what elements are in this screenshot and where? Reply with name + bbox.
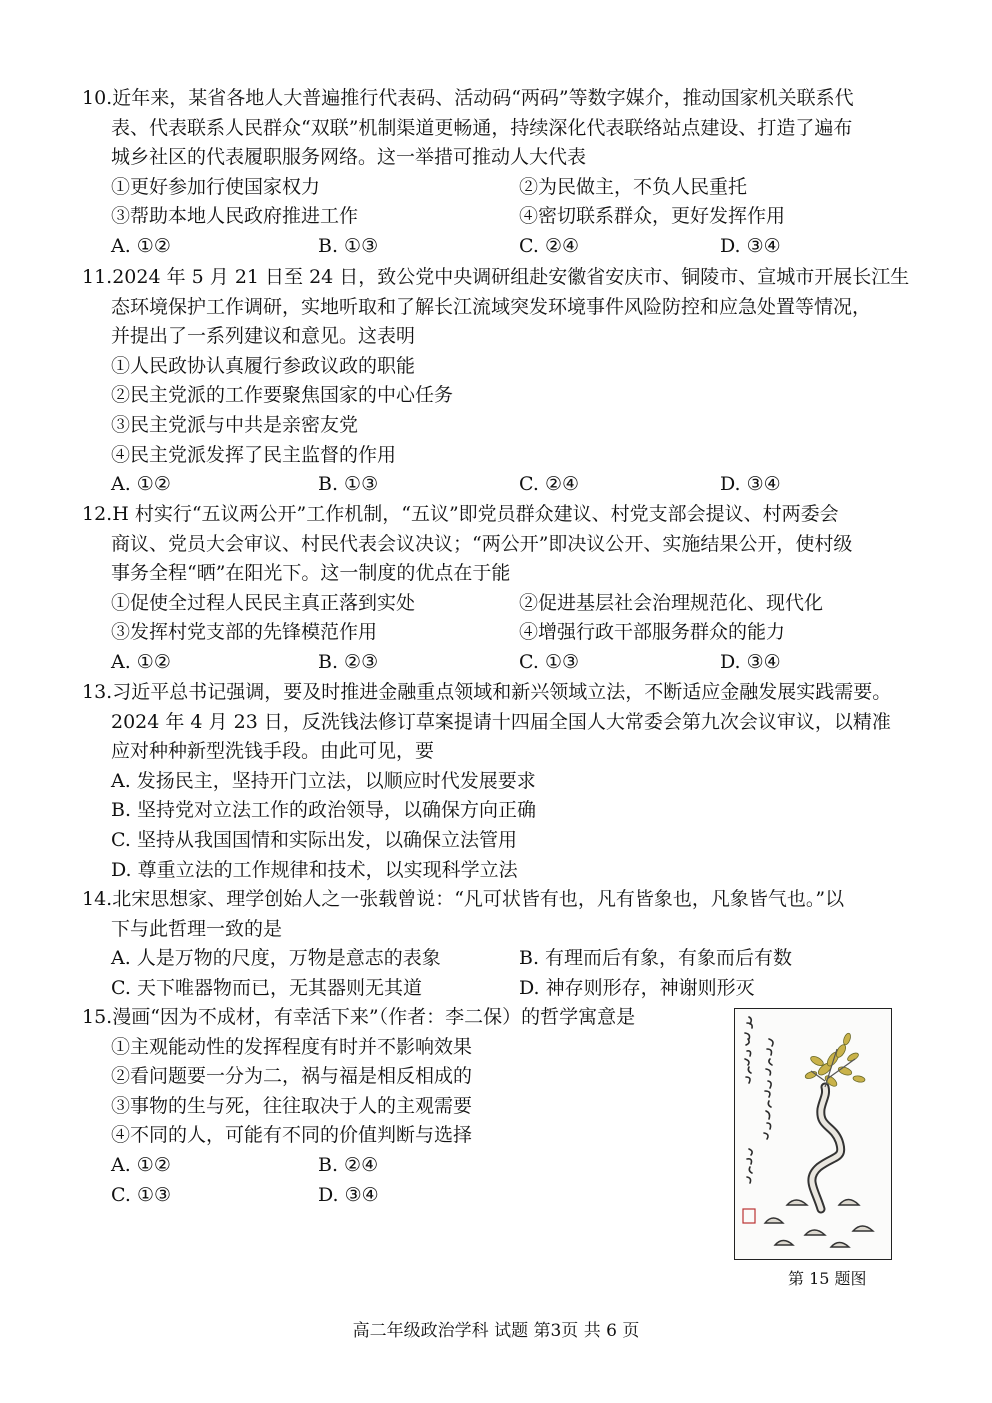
statement: ②促进基层社会治理规范化、现代化 bbox=[519, 591, 824, 614]
question-stem-line: 城乡社区的代表履职服务网络。这一举措可推动人大代表 bbox=[111, 146, 587, 169]
question-stem-line: 态环境保护工作调研，实地听取和了解长江流域突发环境事件风险防控和应急处置等情况， bbox=[111, 295, 872, 318]
choice-d[interactable]: D. ③④ bbox=[318, 1183, 379, 1206]
choice-a[interactable]: A. ①② bbox=[111, 234, 171, 257]
statement: ②为民做主，不负人民重托 bbox=[519, 175, 748, 198]
question-number: 10. bbox=[82, 87, 113, 109]
question-stem-line: 漫画“因为不成材，有幸活下来”（作者：李二保）的哲学寓意是 bbox=[112, 1006, 636, 1028]
question-stem-line: 下与此哲理一致的是 bbox=[111, 917, 283, 940]
question-stem-line: 表、代表联系人民群众“双联”机制渠道更畅通，持续深化代表联络站点建设、打造了遍布 bbox=[111, 116, 853, 139]
question-stem-line: 应对种种新型洗钱手段。由此可见，要 bbox=[111, 740, 435, 763]
question-number: 11. bbox=[82, 266, 113, 288]
question-stem-line: 近年来，某省各地人大普遍推行代表码、活动码“两码”等数字媒介，推动国家机关联系代 bbox=[112, 87, 854, 109]
choice-row bbox=[82, 944, 844, 974]
choice-b[interactable]: B. ①③ bbox=[318, 234, 379, 257]
tree-cartoon-illustration bbox=[735, 1009, 891, 1259]
statement-row bbox=[82, 173, 854, 203]
choice-b[interactable]: B. ②③ bbox=[318, 650, 379, 673]
choice-d[interactable]: D. 尊重立法的工作规律和技术，以实现科学立法 bbox=[111, 858, 518, 881]
question-stem-line: 商议、党员大会审议、村民代表会议决议；“两公开”即决议公开、实施结果公开，使村级 bbox=[111, 532, 853, 555]
question-stem-line: 北宋思想家、理学创始人之一张载曾说：“凡可状皆有也，凡有皆象也，凡象皆气也。”以 bbox=[112, 888, 845, 910]
handwritten-inscription bbox=[745, 1017, 773, 1183]
choice-c[interactable]: C. ②④ bbox=[519, 234, 580, 257]
statement-row bbox=[82, 618, 852, 648]
choice-a[interactable]: A. 发扬民主，坚持开门立法，以顺应时代发展要求 bbox=[111, 769, 536, 792]
choice-a[interactable]: A. ①② bbox=[111, 650, 171, 673]
seal-stamp bbox=[743, 1209, 755, 1223]
choice-d[interactable]: D. ③④ bbox=[720, 234, 781, 257]
question-number: 14. bbox=[82, 888, 113, 910]
page-footer: 高二年级政治学科 试题 第3页 共 6 页 bbox=[352, 1321, 640, 1341]
choice-a[interactable]: A. ①② bbox=[111, 1153, 171, 1176]
cartoon-figure bbox=[734, 1008, 892, 1260]
tree-foliage bbox=[804, 1032, 865, 1088]
statement: ④不同的人，可能有不同的价值判断与选择 bbox=[111, 1124, 473, 1147]
choice-a[interactable]: A. ①② bbox=[111, 473, 171, 496]
question-number: 15. bbox=[82, 1006, 113, 1028]
choice-c[interactable]: C. ①③ bbox=[111, 1183, 172, 1206]
statement: ③发挥村党支部的先锋模范作用 bbox=[111, 621, 378, 644]
statement-row bbox=[82, 202, 854, 232]
choice-row bbox=[82, 1151, 635, 1181]
statement: ③事物的生与死，往往取决于人的主观需要 bbox=[111, 1094, 473, 1117]
choice-row bbox=[82, 232, 854, 262]
question-12 bbox=[82, 500, 852, 678]
question-13 bbox=[82, 678, 891, 885]
statement-row bbox=[82, 589, 852, 619]
question-stem-line: 2024 年 5 月 21 日至 24 日，致公党中央调研组赴安徽省安庆市、铜陵市、宣城市开展长江生 bbox=[112, 266, 910, 288]
choice-b[interactable]: B. 有理而后有象，有象而后有数 bbox=[519, 947, 793, 970]
choice-b[interactable]: B. ①③ bbox=[318, 473, 379, 496]
choice-c[interactable]: C. ②④ bbox=[519, 473, 580, 496]
choice-c[interactable]: C. ①③ bbox=[519, 650, 580, 673]
choice-row bbox=[82, 974, 844, 1004]
choice-row bbox=[82, 648, 852, 678]
choice-c[interactable]: C. 坚持从我国国情和实际出发，以确保立法管用 bbox=[111, 828, 517, 851]
statement: ②民主党派的工作要聚焦国家的中心任务 bbox=[111, 384, 454, 407]
choice-row bbox=[82, 1181, 635, 1211]
question-stem-line: 并提出了一系列建议和意见。这表明 bbox=[111, 325, 416, 348]
question-stem-line: 2024 年 4 月 23 日，反洗钱法修订草案提请十四届全国人大常委会第九次会议审议，以精准 bbox=[111, 710, 891, 733]
statement: ④增强行政干部服务群众的能力 bbox=[519, 621, 786, 644]
statement: ①更好参加行使国家权力 bbox=[111, 175, 321, 198]
question-15 bbox=[82, 1003, 635, 1210]
choice-d[interactable]: D. 神存则形存，神谢则形灭 bbox=[519, 976, 755, 999]
choice-c[interactable]: C. 天下唯器物而已，无其器则无其道 bbox=[111, 976, 422, 999]
choice-a[interactable]: A. 人是万物的尺度，万物是意志的表象 bbox=[111, 947, 441, 970]
figure-caption: 第 15 题图 bbox=[788, 1269, 867, 1288]
question-number: 12. bbox=[82, 503, 113, 525]
question-stem-line: 事务全程“晒”在阳光下。这一制度的优点在于能 bbox=[111, 562, 511, 585]
choice-b[interactable]: B. ②④ bbox=[318, 1153, 379, 1176]
question-11 bbox=[82, 263, 909, 500]
statement: ②看问题要一分为二，祸与福是相反相成的 bbox=[111, 1065, 473, 1088]
choice-row bbox=[82, 470, 909, 500]
statement: ①促使全过程人民民主真正落到实处 bbox=[111, 591, 416, 614]
question-10 bbox=[82, 84, 854, 262]
statement: ①主观能动性的发挥程度有时并不影响效果 bbox=[111, 1035, 473, 1058]
statement: ③帮助本地人民政府推进工作 bbox=[111, 205, 359, 228]
question-stem-line: 习近平总书记强调，要及时推进金融重点领域和新兴领域立法，不断适应金融发展实践需要。 bbox=[112, 681, 892, 703]
choice-b[interactable]: B. 坚持党对立法工作的政治领导，以确保方向正确 bbox=[111, 799, 537, 822]
question-stem-line: H 村实行“五议两公开”工作机制，“五议”即党员群众建议、村党支部会提议、村两委会 bbox=[112, 503, 839, 525]
statement: ③民主党派与中共是亲密友党 bbox=[111, 413, 359, 436]
question-number: 13. bbox=[82, 681, 113, 703]
statement: ④民主党派发挥了民主监督的作用 bbox=[111, 443, 397, 466]
question-14 bbox=[82, 885, 844, 1003]
choice-d[interactable]: D. ③④ bbox=[720, 650, 781, 673]
statement: ④密切联系群众，更好发挥作用 bbox=[519, 205, 786, 228]
statement: ①人民政协认真履行参政议政的职能 bbox=[111, 354, 416, 377]
choice-d[interactable]: D. ③④ bbox=[720, 473, 781, 496]
